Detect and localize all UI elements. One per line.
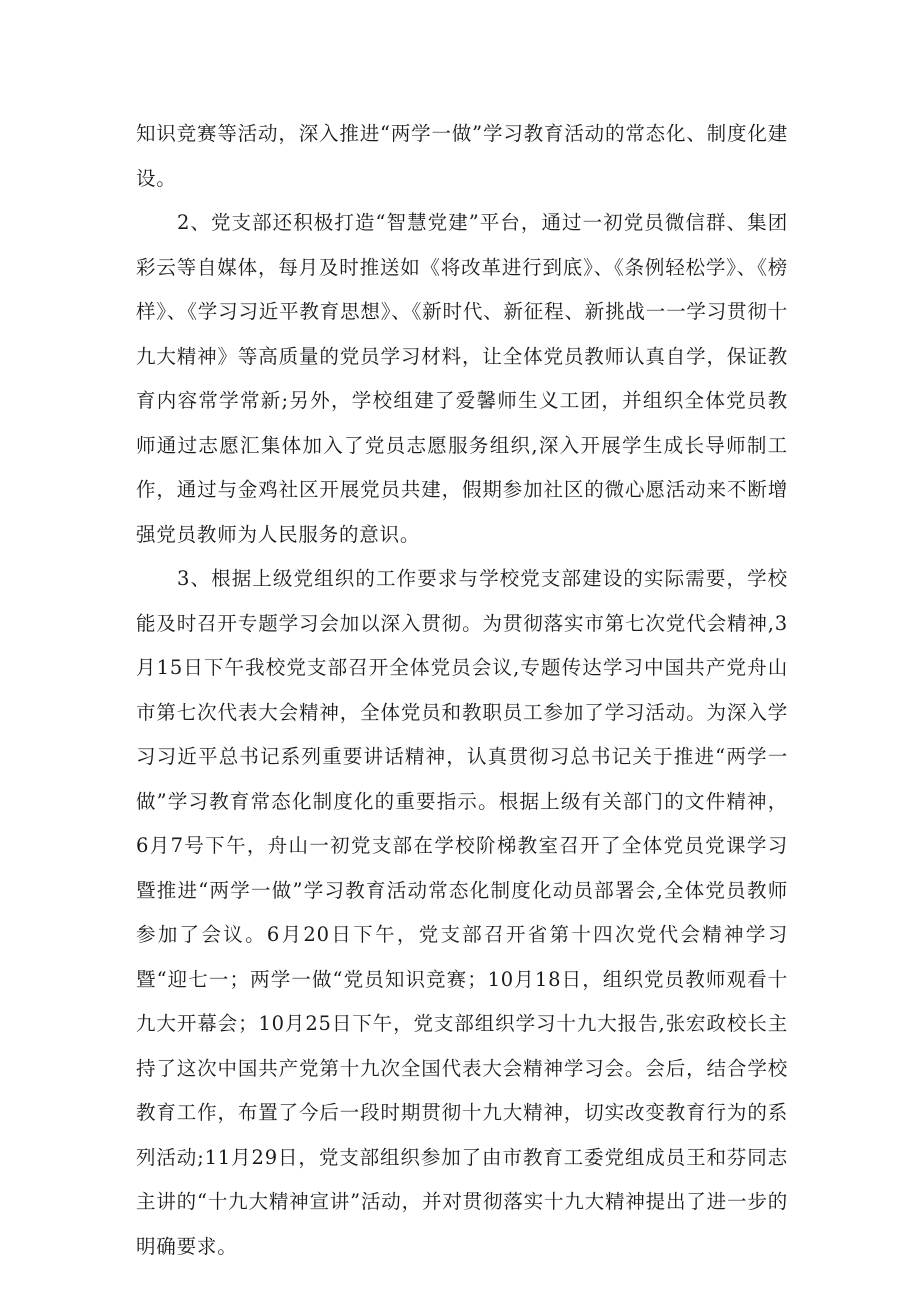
- paragraph-item-3: 3、根据上级党组织的工作要求与学校党支部建设的实际需要，学校能及时召开专题学习会加以深入贯彻。为贯彻落实市第七次党代会精神,3月15日下午我校党支部召开全体党员会议,专题传达学习中国共产党舟山市第七次代表大会精神，全体党员和教职员工参加了学习活动。为深入学习习近平总书记系列重要讲话精神，认真贯彻习总书记关于推进“两学一做”学习教育常态化制度化的重要指示。根据上级有关部门的文件精神，6月7号下午，舟山一初党支部在学校阶梯教室召开了全体党员党课学习暨推进“两学一做”学习教育活动常态化制度化动员部署会,全体党员教师参加了会议。6月20日下午，党支部召开省第十四次党代会精神学习暨“迎七一；两学一做“党员知识竞赛；10月18日，组织党员教师观看十九大开幕会；10月25日下午，党支部组织学习十九大报告,张宏政校长主持了这次中国共产党第十九次全国代表大会精神学习会。会后，结合学校教育工作，布置了今后一段时期贯彻十九大精神，切实改变教育行为的系列活动;11月29日，党支部组织参加了由市教育工委党组成员王和芬同志主讲的“十九大精神宣讲”活动，并对贯彻落实十九大精神提出了进一步的明确要求。: [136, 567, 788, 1258]
- paragraph-item-2: 2、党支部还积极打造“智慧党建”平台，通过一初党员微信群、集团彩云等自媒体，每月及时推送如《将改革进行到底》、《条例轻松学》、《榜样》、《学习习近平教育思想》、《新时代、新征程、新挑战一一学习贯彻十九大精神》等高质量的党员学习材料，让全体党员教师认真自学，保证教育内容常学常新;另外，学校组建了爱馨师生义工团，并组织全体党员教师通过志愿汇集体加入了党员志愿服务组织,深入开展学生成长导师制工作，通过与金鸡社区开展党员共建，假期参加社区的微心愿活动来不断增强党员教师为人民服务的意识。: [136, 211, 788, 546]
- document-page: [136, 112, 788, 1269]
- paragraph-continuation: 知识竞赛等活动，深入推进“两学一做”学习教育活动的常态化、制度化建设。: [136, 122, 788, 190]
